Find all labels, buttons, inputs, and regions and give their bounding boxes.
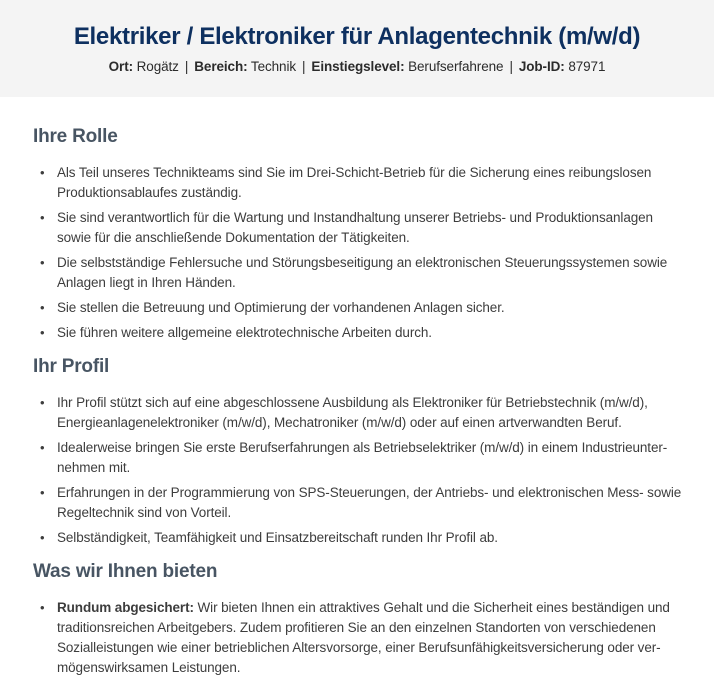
meta-location-label: Ort: — [108, 59, 133, 74]
meta-job-id — [519, 59, 606, 74]
section-heading-role: Ihre Rolle — [33, 126, 118, 147]
meta-department — [194, 59, 296, 74]
role-list — [33, 163, 684, 343]
meta-separator: | — [509, 59, 513, 74]
benefits-list — [33, 598, 684, 678]
meta-separator: | — [302, 59, 306, 74]
list-item: • Ihr Profil stützt sich auf eine abgeschlossene Ausbildung als Elektroniker für Betriebstechnik (m/w/d), Energieanlagenelektroniker (m/w/d), Mechatroniker (m/w/d) oder auf einen artverwandten Beruf. — [33, 393, 684, 433]
meta-location — [109, 59, 179, 74]
list-item: • Selbständigkeit, Teamfähigkeit und Einsatzbereitschaft runden Ihr Profil ab. — [33, 528, 684, 548]
meta-job-id-label: Job-ID: — [518, 59, 565, 74]
section-heading-benefits: Was wir Ihnen bieten — [33, 561, 218, 582]
list-item — [33, 598, 684, 678]
meta-separator: | — [184, 59, 189, 74]
meta-entry-level-label: Einstiegslevel: — [311, 59, 405, 74]
meta-entry-level-value: Berufserfahrene — [408, 59, 504, 74]
list-item: • Sie stellen die Betreuung und Optimierung der vorhandenen Anlagen sicher. — [33, 298, 684, 318]
meta-entry-level — [311, 59, 503, 74]
meta-department-value: Technik — [250, 59, 296, 74]
benefit-text: Wir bieten Ihnen ein attraktives Gehalt und die Sicherheit eines beständigen und traditionsreichen Arbeitgebers. Zudem profitieren Sie an den einzelnen Standorten von verschiedenen Sozialleistungen wie einer betrieblichen Altersvorsorge, einer Berufsunfähigkeitsversicherung oder vermögenswirksamen Leistungen. — [57, 600, 670, 675]
job-description-body — [0, 125, 714, 678]
list-item: • Sie führen weitere allgemeine elektrotechnische Arbeiten durch. — [33, 323, 684, 343]
meta-job-id-value: 87971 — [568, 59, 606, 74]
list-item: • Idealerweise bringen Sie erste Berufserfahrungen als Betriebselektriker (m/w/d) in einem Industrieunternehmen mit. — [33, 438, 684, 478]
meta-department-label: Bereich: — [194, 59, 248, 74]
profile-list — [33, 393, 684, 548]
benefit-bold-lead: Rundum abgesichert: — [57, 600, 194, 615]
list-item: • Die selbstständige Fehlersuche und Störungsbeseitigung an elektronischen Steuerungssystemen sowie Anlagen liegt in Ihren Händen. — [33, 253, 684, 293]
job-header — [0, 0, 714, 97]
meta-location-value: Rogätz — [136, 59, 179, 74]
page-title: Elektriker / Elektroniker für Anlagentechnik (m/w/d) — [73, 23, 641, 50]
section-heading-profile: Ihr Profil — [33, 356, 110, 377]
job-meta-line — [0, 59, 714, 74]
list-item: • Als Teil unseres Technikteams sind Sie im Drei-Schicht-Betrieb für die Sicherung eines reibungslosen Produktionsablaufes zuständig. — [33, 163, 684, 203]
list-item: • Sie sind verantwortlich für die Wartung und Instandhaltung unserer Betriebs- und Produktionsanlagen sowie für die anschließende Dokumentation der Tätigkeiten. — [33, 208, 684, 248]
list-item: • Erfahrungen in der Programmierung von SPS-Steuerungen, der Antriebs- und elektronischen Mess- sowie Regeltechnik sind von Vorteil. — [33, 483, 684, 523]
